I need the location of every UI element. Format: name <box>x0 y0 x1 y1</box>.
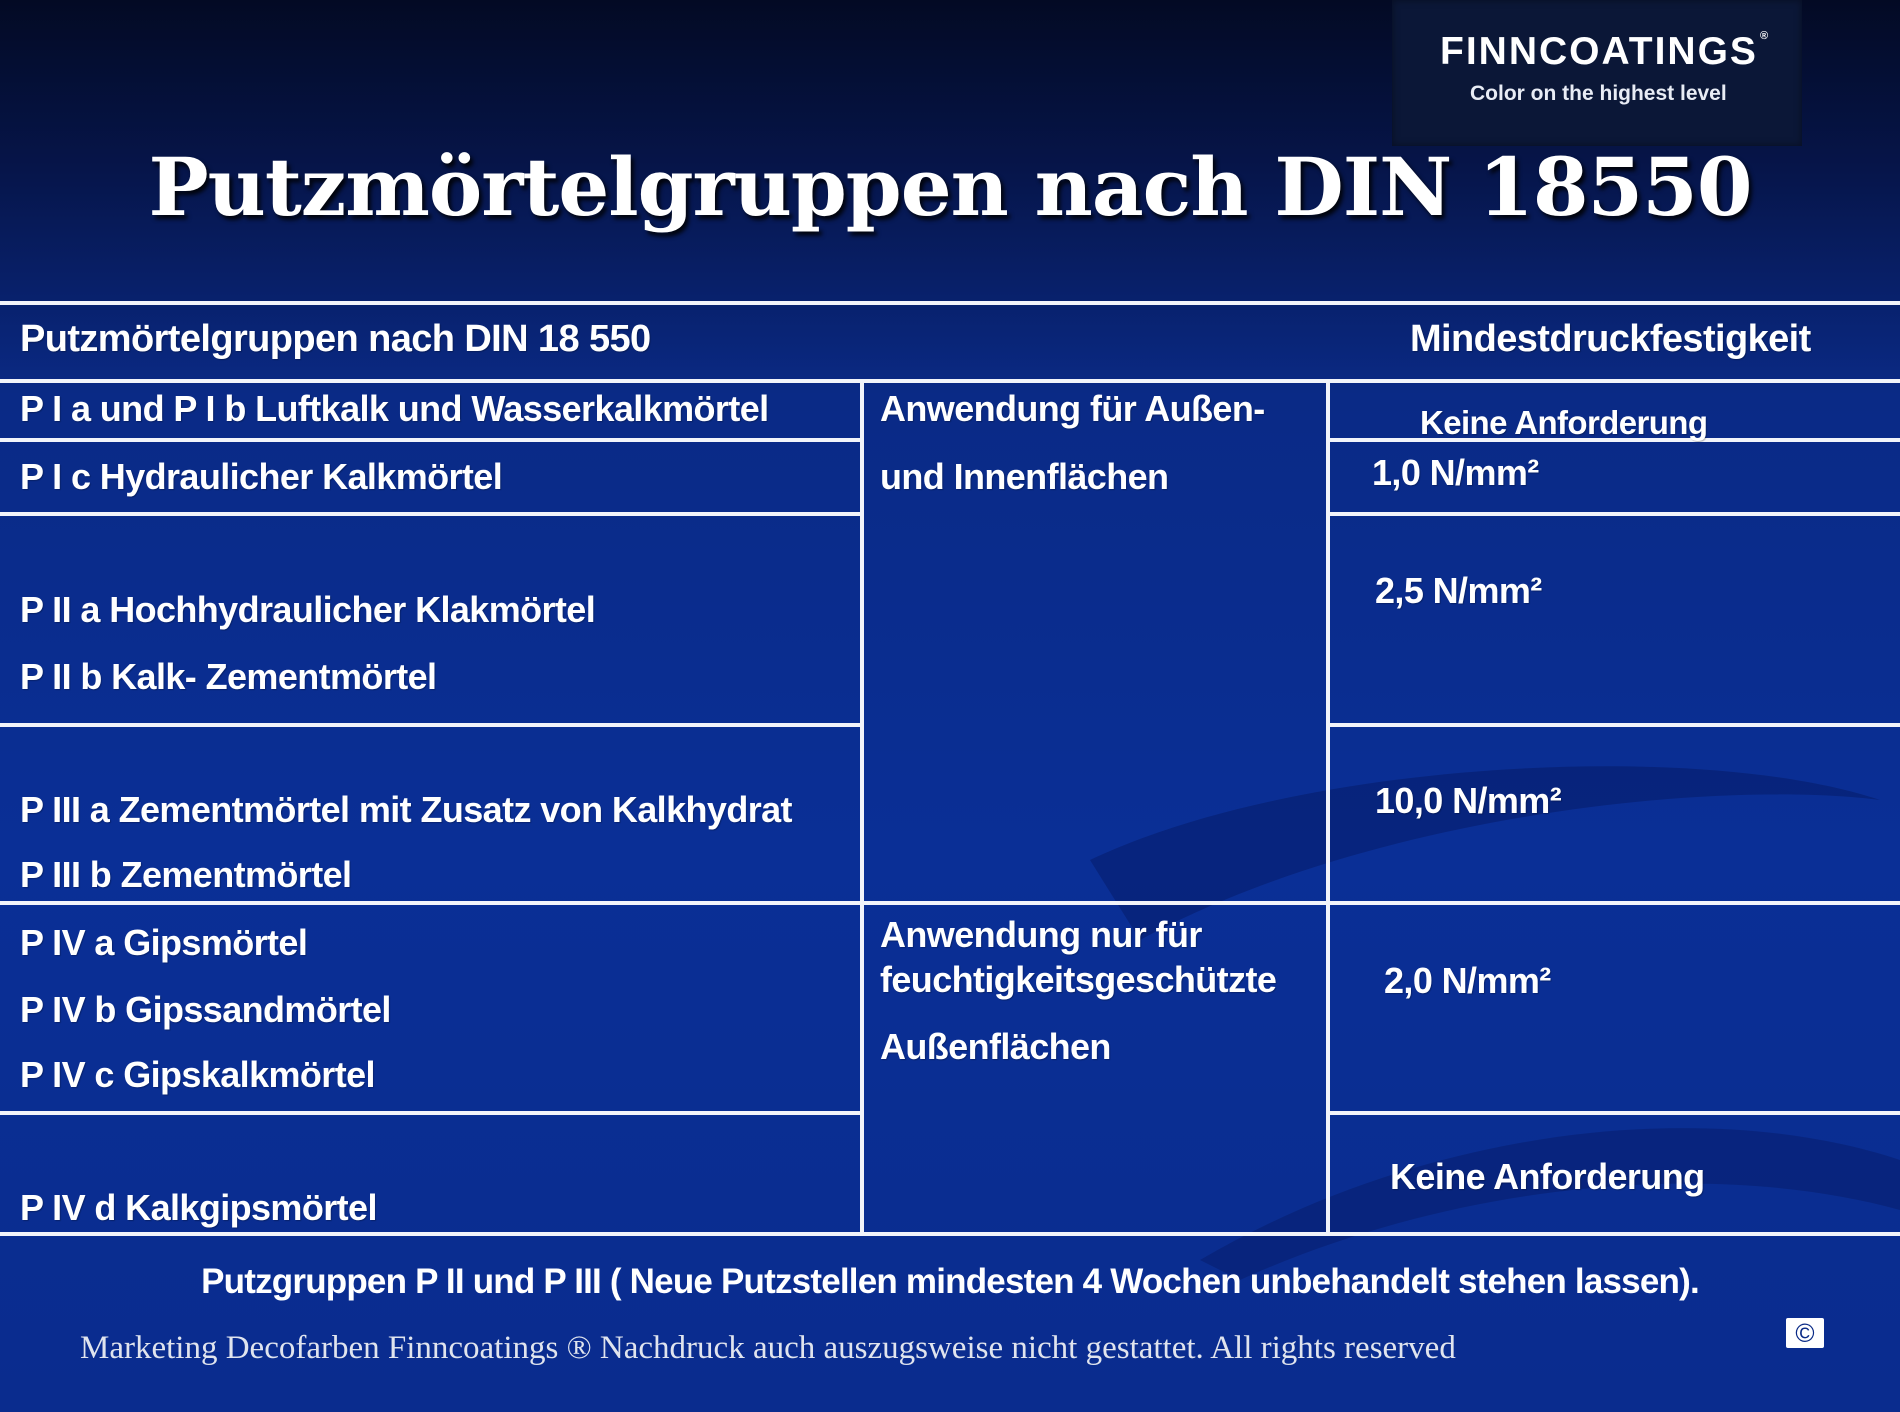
table-bottom-border <box>0 1232 1900 1236</box>
strength-pi-ab: Keine Anforderung <box>1420 404 1708 441</box>
strength-piv-d: Keine Anforderung <box>1390 1156 1705 1197</box>
application-b-line3: Außenflächen <box>880 1026 1111 1067</box>
group-piv-a: P IV a Gipsmörtel <box>20 922 308 963</box>
group-pi-c: P I c Hydraulicher Kalkmörtel <box>20 456 503 497</box>
group-pii-a: P II a Hochhydraulicher Klakmörtel <box>20 589 596 630</box>
row-border-2-right <box>1328 512 1900 516</box>
note-text: Putzgruppen P II und P III ( Neue Putzstellen mindesten 4 Wochen unbehandelt stehen lassen). <box>201 1262 1699 1301</box>
table-top-border <box>0 301 1900 305</box>
logo-registered-mark: ® <box>1759 30 1771 42</box>
row-border-5-right <box>1328 1111 1900 1115</box>
row-border-2 <box>0 512 862 516</box>
group-piv-d: P IV d Kalkgipsmörtel <box>20 1187 377 1228</box>
table-header-groups: Putzmörtelgruppen nach DIN 18 550 <box>20 318 651 360</box>
application-b-line2: feuchtigkeitsgeschützte <box>880 959 1277 1000</box>
application-b-line1: Anwendung nur für <box>880 914 1202 955</box>
logo-name-text: FINNCOATINGS <box>1440 30 1758 73</box>
group-pii-b: P II b Kalk- Zementmörtel <box>20 656 437 697</box>
group-piii-a: P III a Zementmörtel mit Zusatz von Kalkhydrat <box>20 789 792 830</box>
application-a-line1: Anwendung für Außen- <box>880 388 1265 429</box>
column-divider-2 <box>1326 379 1330 1236</box>
column-divider-1 <box>860 379 864 1236</box>
group-piv-b: P IV b Gipssandmörtel <box>20 989 391 1030</box>
group-piii-b: P III b Zementmörtel <box>20 854 352 895</box>
strength-piv-abc: 2,0 N/mm² <box>1384 960 1551 1001</box>
row-border-3 <box>0 723 862 727</box>
footer-text: Marketing Decofarben Finncoatings ® Nachdruck auch auszugsweise nicht gestattet. All rights reserved <box>80 1330 1456 1366</box>
application-a-line2: und Innenflächen <box>880 456 1169 497</box>
group-pi-ab: P I a und P I b Luftkalk und Wasserkalkmörtel <box>20 388 769 429</box>
strength-pi-c: 1,0 N/mm² <box>1372 452 1539 493</box>
strength-pii: 2,5 N/mm² <box>1375 570 1542 611</box>
group-piv-c: P IV c Gipskalkmörtel <box>20 1054 375 1095</box>
table-header-strength: Mindestdruckfestigkeit <box>1410 318 1811 360</box>
row-border-3-right <box>1328 723 1900 727</box>
copyright-icon: © <box>1786 1318 1824 1348</box>
table-header-border <box>0 379 1900 383</box>
row-border-5 <box>0 1111 862 1115</box>
row-border-4 <box>0 901 1900 905</box>
logo-name <box>1440 30 1770 74</box>
page-title: Putzmörtelgruppen nach DIN 18550 <box>148 140 1752 234</box>
row-border-1 <box>0 438 862 442</box>
brand-logo <box>1392 0 1802 146</box>
strength-piii: 10,0 N/mm² <box>1375 780 1562 821</box>
logo-slogan: Color on the highest level <box>1470 82 1727 105</box>
